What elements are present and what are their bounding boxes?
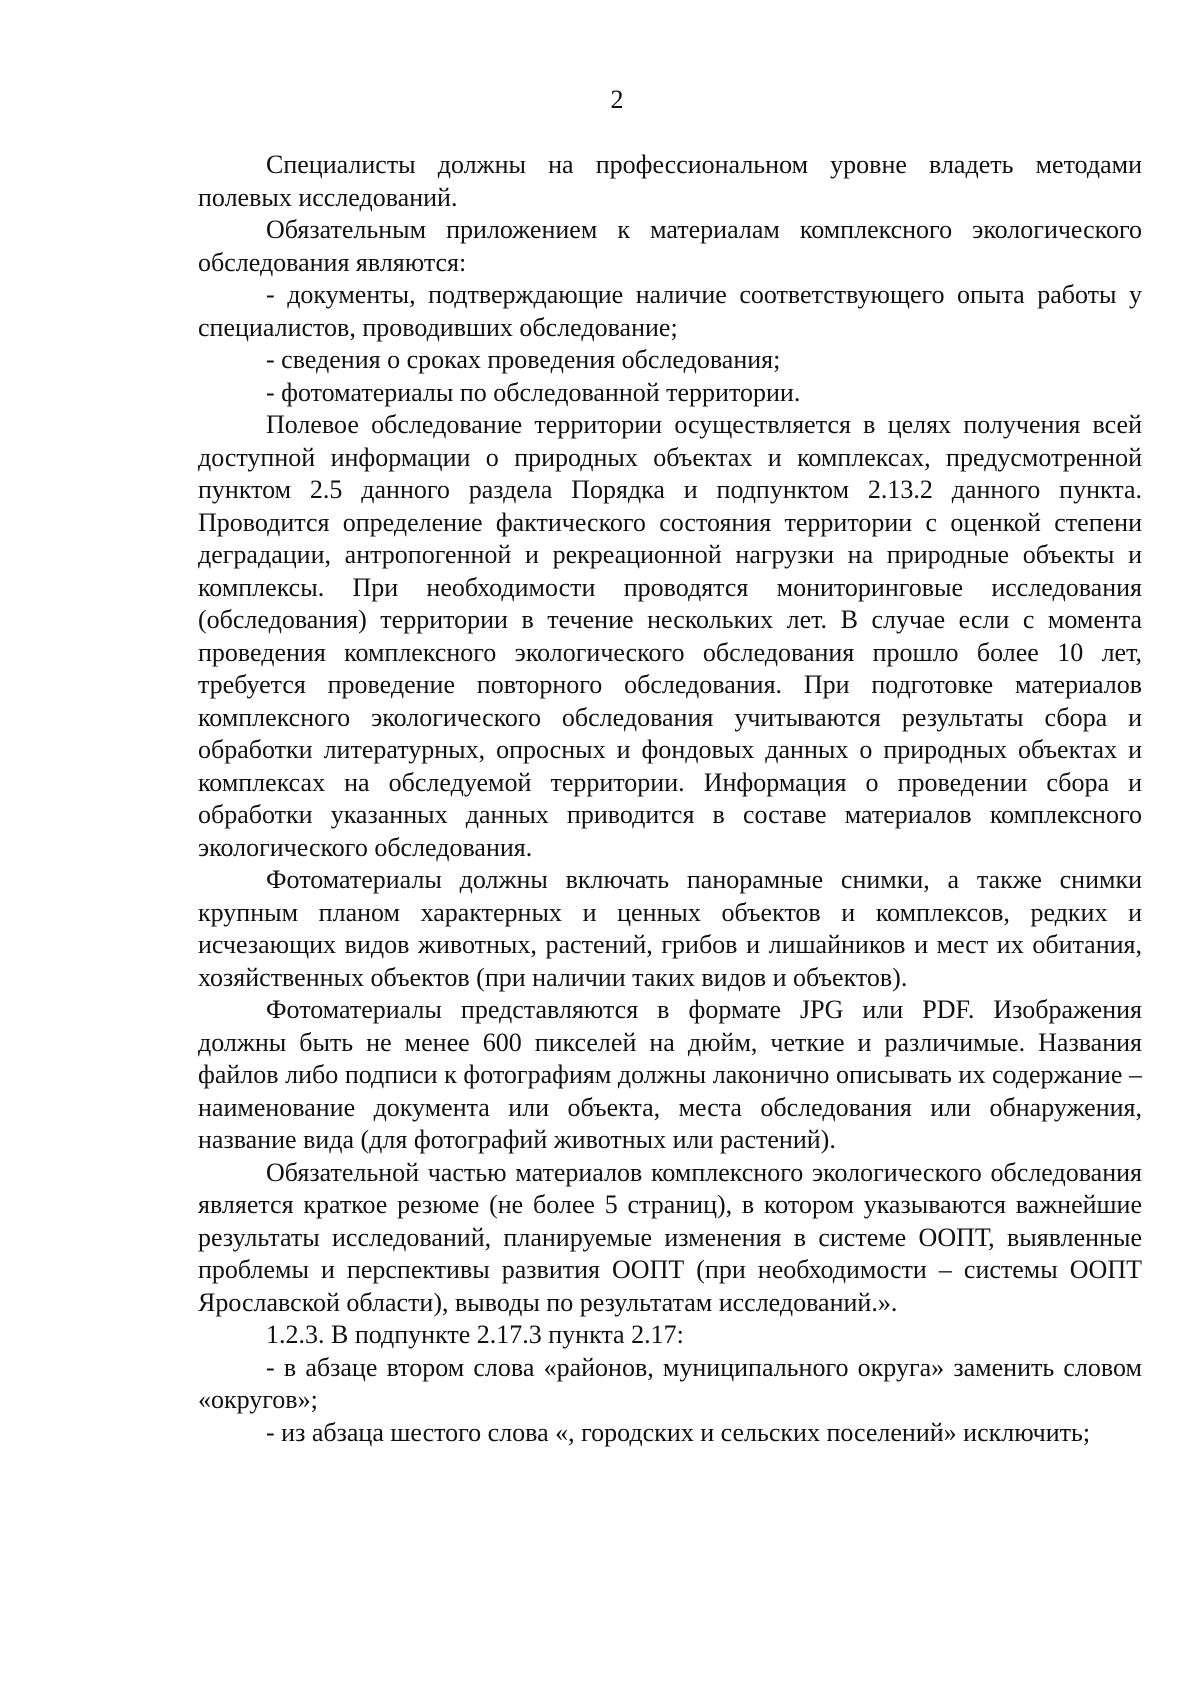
paragraph-photo-format: Фотоматериалы представляются в формате JPG или PDF. Изображения должны быть не менее 600 пикселей на дюйм, четкие и различимые. Названия файлов либо подписи к фотографиям должны лаконично описывать их содержание – наименование документа или объекта, места обследования или обнаружения, название вида (для фотографий животных или растений). xyxy=(198,995,1142,1154)
clause-heading: 1.2.3. В подпункте 2.17.3 пункта 2.17: xyxy=(266,1320,684,1349)
list-item-dates: - сведения о сроках проведения обследования; xyxy=(266,345,781,374)
paragraph-field-survey: Полевое обследование территории осуществляется в целях получения всей доступной информации о природных объектах и комплексах, предусмотренной пунктом 2.5 данного раздела Порядка и подпунктом 2.13.2 данного пункта. Проводится определение фактического состояния территории с оценкой степени деградации, антропогенной и рекреационной нагрузки на природные объекты и комплексы. При необходимости проводятся мониторинговые исследования (обследования) территории в течение нескольких лет. В случае если с момента проведения комплексного экологического обследования прошло более 10 лет, требуется проведение повторного обследования. При подготовке материалов комплексного экологического обследования учитываются результаты сбора и обработки литературных, опросных и фондовых данных о природных объектах и комплексах на обследуемой территории. Информация о проведении сбора и обработки указанных данных приводится в составе материалов комплексного экологического обследования. xyxy=(198,410,1142,862)
list-item-amendment-1: - в абзаце втором слова «районов, муниципального округа» заменить словом «округов»; xyxy=(198,1352,1142,1414)
paragraph-specialists: Специалисты должны на профессиональном уровне владеть методами полевых исследований. xyxy=(198,150,1142,212)
paragraph-photo-content: Фотоматериалы должны включать панорамные снимки, а также снимки крупным планом характерных и ценных объектов и комплексов, редких и исчезающих видов животных, растений, грибов и лишайников и мест их обитания, хозяйственных объектов (при наличии таких видов и объектов). xyxy=(198,865,1142,992)
list-item-amendment-2: - из абзаца шестого слова «, городских и сельских поселений» исключить; xyxy=(266,1417,1091,1447)
document-body xyxy=(198,149,1142,1449)
paragraph-mandatory-appendix: Обязательным приложением к материалам комплексного экологического обследования являются: xyxy=(198,215,1142,277)
paragraph-summary: Обязательной частью материалов комплексного экологического обследования является краткое резюме (не более 5 страниц), в котором указываются важнейшие результаты исследований, планируемые изменения в системе ООПТ, выявленные проблемы и перспективы развития ООПТ (при необходимости – системы ООПТ Ярославской области), выводы по результатам исследований.». xyxy=(198,1157,1142,1317)
page-number: 2 xyxy=(610,85,624,114)
list-item-documents: - документы, подтверждающие наличие соответствующего опыта работы у специалистов, проводивших обследование; xyxy=(198,280,1142,342)
list-item-photos: - фотоматериалы по обследованной территории. xyxy=(266,377,801,407)
